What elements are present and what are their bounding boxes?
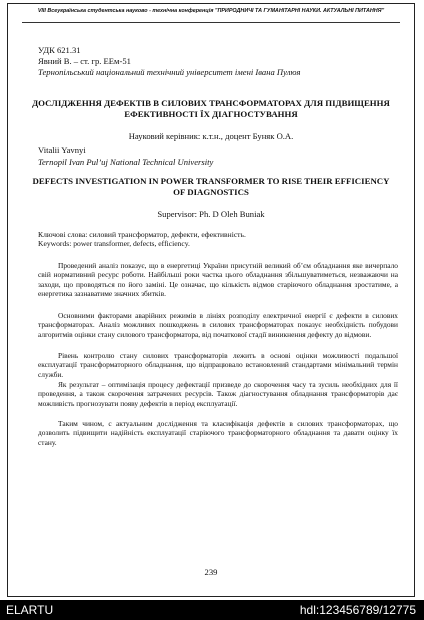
author-en: Vitalii Yavnyi [38,145,86,155]
page-number: 239 [204,567,218,577]
keywords-ua: Ключові слова: силовий трансформатор, дефекти, ефективність. [38,230,246,239]
repository-footer [0,600,424,620]
document-page [7,3,415,597]
paragraph: Основними факторами аварійних режимів в лініях розподілу електричної енергії є дефекти в силових трансформаторах. Аналіз можливих пошкоджень в силових трансформаторах показує необхідність побудови алгоритмів оцінки стану силового трансформатора, від початкової стадії виникнення дефекту до відмови. [38,311,398,339]
udc-code: УДК 621.31 [38,45,81,55]
title-ua: ДОСЛІДЖЕННЯ ДЕФЕКТІВ В СИЛОВИХ ТРАНСФОРМАТОРАХ ДЛЯ ПІДВИЩЕННЯ ЕФЕКТИВНОСТІ ЇХ ДІАГНОСТУВАННЯ [32,98,390,119]
paragraph: Проведений аналіз показує, що в енергетиці України присутній великий об’єм обладнання яке вичерпало свій нормативний ресурс роботи. Найбільші роки частка цього обладнання збільшуватиметься, незважаючи на заходи, що проводяться по його заміні. Це означає, що кількість відмов старіючого обладнання зростатиме, а енергетика зазнаватиме значних збитків. [38,261,398,299]
supervisor-en: Supervisor: Ph. D Oleh Buniak [157,209,265,219]
paragraph: Рівень контролю стану силових трансформаторів лежить в основі оцінки можливості подальшої експлуатації трансформаторного обладнання, що відпрацювало встановлений стандартами мінімальний термін служби. [38,351,398,379]
keywords-en: Keywords: power transformer, defects, efficiency. [38,239,190,248]
author-ua: Явний В. – ст. гр. ЕЕм-51 [38,56,131,66]
paragraph: Таким чином, с актуальним дослідження та класифікація дефектів в силових трансформаторах, що дозволить підвищити надійність експлуатації старіючого трансформаторного обладнання та давати оцінку їх стану. [38,419,398,447]
conference-header: VIII Всеукраїнська студентська науково - технічна конференція "ПРИРОДНИЧІ ТА ГУМАНІТАРНІ НАУКИ. АКТУАЛЬНІ ПИТАННЯ" [37,8,385,14]
footer-handle-link[interactable]: hdl:123456789/12775 [299,603,416,617]
footer-left-label: ELARTU [6,603,54,617]
paragraph: Як результат – оптимізація процесу дефектації призведе до скорочення часу та зусиль необхідних для її проведення, а також скорочення затрачених ресурсів. Також діагностування обладнання трансформаторів дає можливість прогнозувати появу дефектів в період експлуатації. [38,380,398,408]
supervisor-ua: Науковий керівник: к.т.н., доцент Буняк О.А. [128,131,294,141]
title-en: DEFECTS INVESTIGATION IN POWER TRANSFORMER TO RISE THEIR EFFICIENCY OF DIAGNOSTICS [32,176,390,197]
university-en: Ternopil Ivan Pul’uj National Technical University [38,157,214,167]
header-divider [22,22,400,23]
university-ua: Тернопільський національний технічний університет імені Івана Пулюя [38,67,301,77]
